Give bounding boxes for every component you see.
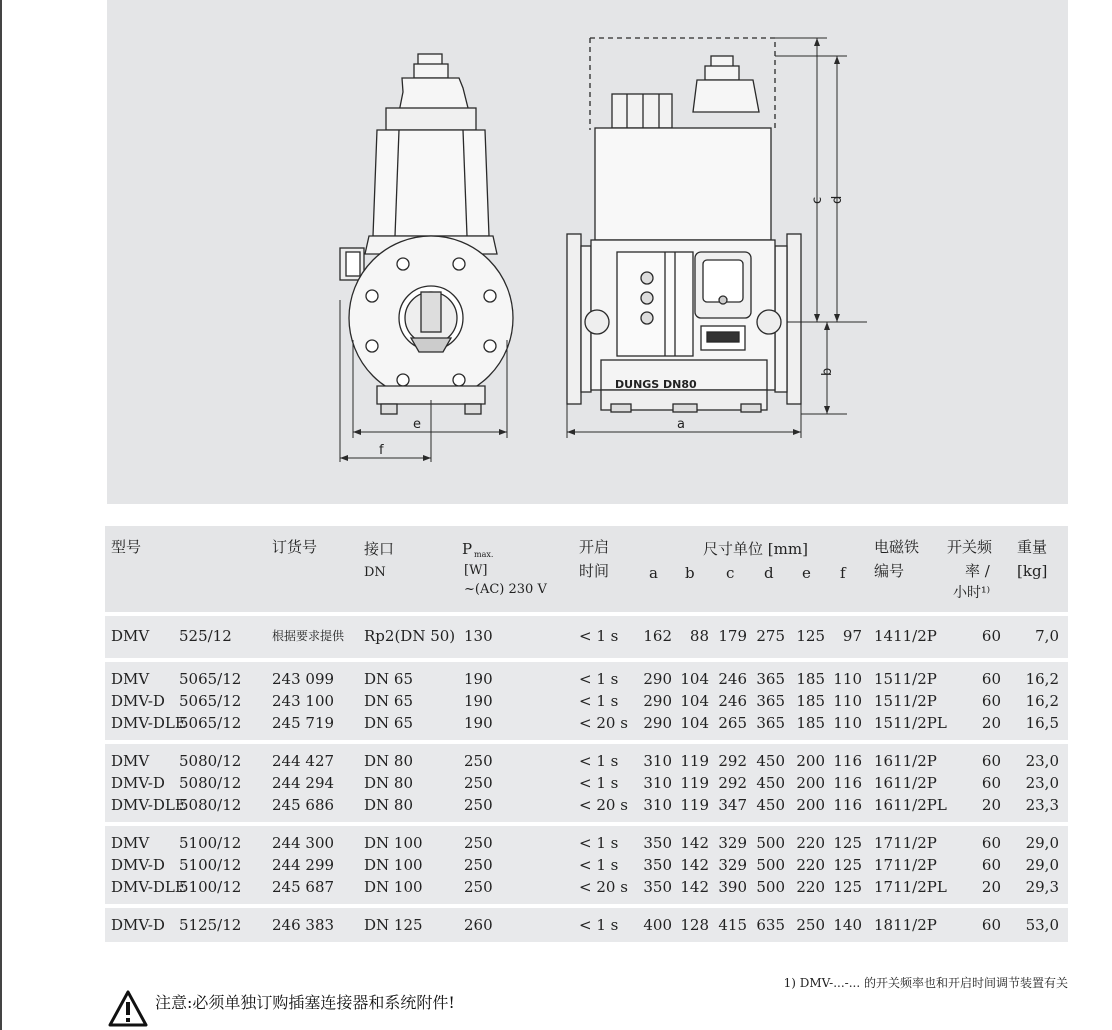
cell-time: < 20 s bbox=[579, 796, 628, 814]
cell-weight: 53,0 bbox=[1025, 916, 1059, 934]
cell-model: DMV-D bbox=[111, 692, 165, 710]
cell-p: 130 bbox=[464, 627, 493, 645]
cell-p: 250 bbox=[464, 856, 493, 874]
header-power-sub: max. bbox=[474, 550, 494, 559]
cell-c: 246 bbox=[718, 670, 747, 688]
header-open-time-1: 开启 bbox=[579, 538, 610, 556]
cell-c: 329 bbox=[718, 856, 747, 874]
cell-port: DN 80 bbox=[364, 752, 414, 770]
header-port: 接口 bbox=[364, 540, 395, 558]
table-row-group bbox=[105, 744, 1068, 822]
header-dim-e: e bbox=[802, 564, 811, 582]
warning-note bbox=[108, 988, 708, 1028]
cell-port: DN 100 bbox=[364, 856, 423, 874]
header-power-unit: [W] bbox=[464, 563, 488, 578]
cell-p: 250 bbox=[464, 796, 493, 814]
cell-size: 5125/12 bbox=[179, 916, 242, 934]
header-dim-a: a bbox=[649, 564, 658, 582]
cell-size: 525/12 bbox=[179, 627, 232, 645]
cell-d: 365 bbox=[756, 670, 785, 688]
cell-f: 125 bbox=[833, 878, 862, 896]
cell-b: 119 bbox=[680, 774, 709, 792]
cell-a: 310 bbox=[643, 796, 672, 814]
cell-a: 290 bbox=[643, 670, 672, 688]
cell-b: 88 bbox=[689, 627, 709, 645]
valve-drawing-figure bbox=[107, 0, 1068, 504]
cell-model: DMV bbox=[111, 670, 150, 688]
footnote: 1) DMV-...-... 的开关频率也和开启时间调节装置有关 bbox=[783, 976, 1068, 990]
cell-model: DMV-D bbox=[111, 774, 165, 792]
page-edge-rule bbox=[0, 0, 2, 1030]
cell-coil: 1511/2PL bbox=[874, 714, 947, 732]
cell-order: 245 687 bbox=[272, 878, 335, 896]
cell-port: DN 125 bbox=[364, 916, 423, 934]
table-row bbox=[105, 750, 1068, 772]
cell-coil: 1811/2P bbox=[874, 916, 937, 934]
header-freq-1: 开关频 bbox=[947, 538, 993, 556]
cell-order: 244 300 bbox=[272, 834, 335, 852]
table-row bbox=[105, 668, 1068, 690]
cell-freq: 60 bbox=[981, 834, 1001, 852]
cell-coil: 1411/2P bbox=[874, 627, 937, 645]
table-header bbox=[105, 526, 1068, 612]
cell-order: 245 719 bbox=[272, 714, 335, 732]
cell-c: 390 bbox=[718, 878, 747, 896]
cell-size: 5080/12 bbox=[179, 752, 242, 770]
cell-port: DN 80 bbox=[364, 796, 414, 814]
cell-order: 243 100 bbox=[272, 692, 335, 710]
table-row bbox=[105, 772, 1068, 794]
cell-b: 142 bbox=[680, 856, 709, 874]
cell-d: 500 bbox=[756, 856, 785, 874]
cell-f: 140 bbox=[833, 916, 862, 934]
cell-f: 116 bbox=[833, 796, 862, 814]
cell-time: < 1 s bbox=[579, 916, 619, 934]
cell-time: < 1 s bbox=[579, 774, 619, 792]
cell-e: 200 bbox=[796, 752, 825, 770]
table-row-group bbox=[105, 616, 1068, 658]
cell-b: 142 bbox=[680, 834, 709, 852]
cell-c: 246 bbox=[718, 692, 747, 710]
cell-port: DN 65 bbox=[364, 692, 414, 710]
cell-p: 250 bbox=[464, 752, 493, 770]
table-row bbox=[105, 712, 1068, 734]
cell-freq: 60 bbox=[981, 774, 1001, 792]
cell-freq: 60 bbox=[981, 670, 1001, 688]
cell-e: 200 bbox=[796, 774, 825, 792]
table-row bbox=[105, 832, 1068, 854]
cell-c: 179 bbox=[718, 627, 747, 645]
dim-label-c: c bbox=[810, 196, 825, 204]
cell-port: DN 100 bbox=[364, 878, 423, 896]
cell-time: < 1 s bbox=[579, 856, 619, 874]
header-dim-c: c bbox=[726, 564, 735, 582]
cell-freq: 20 bbox=[981, 714, 1001, 732]
table-row-group bbox=[105, 662, 1068, 740]
cell-model: DMV-DLE bbox=[111, 714, 186, 732]
valve-technical-drawing bbox=[107, 0, 1068, 504]
cell-order: 246 383 bbox=[272, 916, 335, 934]
header-dim-b: b bbox=[685, 564, 695, 582]
product-marking: DUNGS DN80 bbox=[615, 378, 697, 391]
warning-triangle-icon bbox=[108, 990, 148, 1028]
cell-e: 185 bbox=[796, 692, 825, 710]
table-row bbox=[105, 794, 1068, 816]
cell-a: 400 bbox=[643, 916, 672, 934]
cell-p: 190 bbox=[464, 692, 493, 710]
cell-a: 162 bbox=[643, 627, 672, 645]
cell-p: 250 bbox=[464, 834, 493, 852]
cell-time: < 20 s bbox=[579, 878, 628, 896]
dim-label-d: d bbox=[830, 195, 845, 204]
cell-c: 265 bbox=[718, 714, 747, 732]
cell-coil: 1711/2PL bbox=[874, 878, 947, 896]
cell-weight: 23,0 bbox=[1025, 774, 1059, 792]
cell-e: 220 bbox=[796, 834, 825, 852]
cell-time: < 1 s bbox=[579, 670, 619, 688]
cell-freq: 60 bbox=[981, 856, 1001, 874]
cell-p: 250 bbox=[464, 774, 493, 792]
cell-a: 350 bbox=[643, 878, 672, 896]
header-weight-1: 重量 bbox=[1017, 538, 1048, 556]
table-row bbox=[105, 625, 1068, 647]
cell-p: 250 bbox=[464, 878, 493, 896]
cell-d: 365 bbox=[756, 714, 785, 732]
cell-d: 500 bbox=[756, 878, 785, 896]
cell-f: 97 bbox=[842, 627, 862, 645]
cell-freq: 60 bbox=[981, 916, 1001, 934]
header-model: 型号 bbox=[111, 538, 142, 556]
header-open-time-2: 时间 bbox=[579, 562, 610, 580]
cell-port: DN 65 bbox=[364, 670, 414, 688]
cell-c: 292 bbox=[718, 752, 747, 770]
header-power-voltage: ~(AC) 230 V bbox=[464, 582, 547, 597]
cell-a: 290 bbox=[643, 714, 672, 732]
cell-c: 329 bbox=[718, 834, 747, 852]
cell-size: 5100/12 bbox=[179, 834, 242, 852]
cell-model: DMV bbox=[111, 752, 150, 770]
cell-c: 415 bbox=[718, 916, 747, 934]
header-power: P bbox=[462, 540, 473, 558]
cell-weight: 16,5 bbox=[1025, 714, 1059, 732]
cell-port: DN 100 bbox=[364, 834, 423, 852]
cell-e: 185 bbox=[796, 714, 825, 732]
cell-e: 200 bbox=[796, 796, 825, 814]
header-dim-f: f bbox=[840, 564, 846, 582]
dim-label-f: f bbox=[379, 443, 384, 458]
cell-f: 116 bbox=[833, 752, 862, 770]
cell-e: 220 bbox=[796, 856, 825, 874]
cell-p: 260 bbox=[464, 916, 493, 934]
dim-label-b: b bbox=[820, 367, 835, 376]
cell-a: 350 bbox=[643, 856, 672, 874]
dim-label-e: e bbox=[413, 417, 421, 432]
warning-text: 注意:必须单独订购插塞连接器和系统附件! bbox=[155, 993, 455, 1012]
cell-d: 365 bbox=[756, 692, 785, 710]
specification-table bbox=[105, 526, 1068, 942]
cell-size: 5080/12 bbox=[179, 796, 242, 814]
header-freq-3: 小时¹⁾ bbox=[953, 585, 991, 601]
cell-time: < 20 s bbox=[579, 714, 628, 732]
cell-weight: 23,3 bbox=[1025, 796, 1059, 814]
cell-e: 185 bbox=[796, 670, 825, 688]
cell-d: 450 bbox=[756, 752, 785, 770]
cell-weight: 23,0 bbox=[1025, 752, 1059, 770]
cell-model: DMV-D bbox=[111, 856, 165, 874]
cell-d: 635 bbox=[756, 916, 785, 934]
cell-coil: 1511/2P bbox=[874, 692, 937, 710]
table-row-group bbox=[105, 908, 1068, 942]
cell-order: 244 299 bbox=[272, 856, 335, 874]
header-coil-2: 编号 bbox=[874, 562, 905, 580]
table-row-group bbox=[105, 826, 1068, 904]
cell-size: 5065/12 bbox=[179, 714, 242, 732]
cell-coil: 1711/2P bbox=[874, 856, 937, 874]
table-row bbox=[105, 914, 1068, 936]
cell-f: 110 bbox=[833, 670, 862, 688]
cell-a: 290 bbox=[643, 692, 672, 710]
cell-time: < 1 s bbox=[579, 834, 619, 852]
cell-d: 500 bbox=[756, 834, 785, 852]
header-port-dn: DN bbox=[364, 565, 386, 580]
table-body bbox=[105, 616, 1068, 942]
cell-coil: 1611/2P bbox=[874, 752, 937, 770]
cell-f: 125 bbox=[833, 856, 862, 874]
cell-p: 190 bbox=[464, 714, 493, 732]
cell-order: 243 099 bbox=[272, 670, 335, 688]
cell-coil: 1511/2P bbox=[874, 670, 937, 688]
cell-size: 5065/12 bbox=[179, 670, 242, 688]
cell-b: 128 bbox=[680, 916, 709, 934]
cell-order: 245 686 bbox=[272, 796, 335, 814]
cell-port: DN 65 bbox=[364, 714, 414, 732]
cell-coil: 1711/2P bbox=[874, 834, 937, 852]
cell-model: DMV-DLE bbox=[111, 878, 186, 896]
cell-b: 104 bbox=[680, 692, 709, 710]
dim-label-a: a bbox=[677, 417, 685, 432]
cell-weight: 16,2 bbox=[1025, 692, 1059, 710]
header-dim-d: d bbox=[764, 564, 774, 582]
cell-f: 110 bbox=[833, 714, 862, 732]
cell-b: 142 bbox=[680, 878, 709, 896]
cell-freq: 20 bbox=[981, 796, 1001, 814]
cell-port: DN 80 bbox=[364, 774, 414, 792]
cell-freq: 60 bbox=[981, 752, 1001, 770]
cell-model: DMV-D bbox=[111, 916, 165, 934]
cell-order: 根据要求提供 bbox=[272, 629, 345, 643]
cell-f: 116 bbox=[833, 774, 862, 792]
cell-c: 292 bbox=[718, 774, 747, 792]
cell-size: 5065/12 bbox=[179, 692, 242, 710]
cell-weight: 29,0 bbox=[1025, 856, 1059, 874]
cell-freq: 60 bbox=[981, 627, 1001, 645]
table-row bbox=[105, 876, 1068, 898]
cell-d: 450 bbox=[756, 796, 785, 814]
cell-time: < 1 s bbox=[579, 692, 619, 710]
header-freq-2: 率 / bbox=[965, 562, 990, 580]
cell-a: 310 bbox=[643, 774, 672, 792]
cell-f: 125 bbox=[833, 834, 862, 852]
table-row bbox=[105, 690, 1068, 712]
cell-time: < 1 s bbox=[579, 627, 619, 645]
cell-coil: 1611/2PL bbox=[874, 796, 947, 814]
cell-model: DMV-DLE bbox=[111, 796, 186, 814]
cell-d: 450 bbox=[756, 774, 785, 792]
cell-p: 190 bbox=[464, 670, 493, 688]
cell-e: 220 bbox=[796, 878, 825, 896]
cell-weight: 29,3 bbox=[1025, 878, 1059, 896]
cell-model: DMV bbox=[111, 834, 150, 852]
cell-weight: 7,0 bbox=[1035, 627, 1059, 645]
cell-f: 110 bbox=[833, 692, 862, 710]
cell-b: 104 bbox=[680, 670, 709, 688]
cell-order: 244 427 bbox=[272, 752, 335, 770]
cell-b: 104 bbox=[680, 714, 709, 732]
cell-c: 347 bbox=[718, 796, 747, 814]
cell-d: 275 bbox=[756, 627, 785, 645]
cell-e: 250 bbox=[796, 916, 825, 934]
cell-b: 119 bbox=[680, 796, 709, 814]
header-coil-1: 电磁铁 bbox=[874, 538, 920, 556]
cell-size: 5100/12 bbox=[179, 878, 242, 896]
cell-model: DMV bbox=[111, 627, 150, 645]
cell-freq: 20 bbox=[981, 878, 1001, 896]
header-weight-2: [kg] bbox=[1017, 562, 1048, 580]
table-row bbox=[105, 854, 1068, 876]
cell-size: 5080/12 bbox=[179, 774, 242, 792]
cell-weight: 16,2 bbox=[1025, 670, 1059, 688]
cell-order: 244 294 bbox=[272, 774, 335, 792]
cell-time: < 1 s bbox=[579, 752, 619, 770]
cell-size: 5100/12 bbox=[179, 856, 242, 874]
cell-b: 119 bbox=[680, 752, 709, 770]
cell-a: 350 bbox=[643, 834, 672, 852]
cell-a: 310 bbox=[643, 752, 672, 770]
cell-freq: 60 bbox=[981, 692, 1001, 710]
cell-e: 125 bbox=[796, 627, 825, 645]
cell-coil: 1611/2P bbox=[874, 774, 937, 792]
cell-port: Rp2(DN 50) bbox=[364, 627, 456, 645]
header-order-no: 订货号 bbox=[272, 538, 318, 556]
header-dims-title: 尺寸单位 [mm] bbox=[703, 540, 808, 558]
cell-weight: 29,0 bbox=[1025, 834, 1059, 852]
